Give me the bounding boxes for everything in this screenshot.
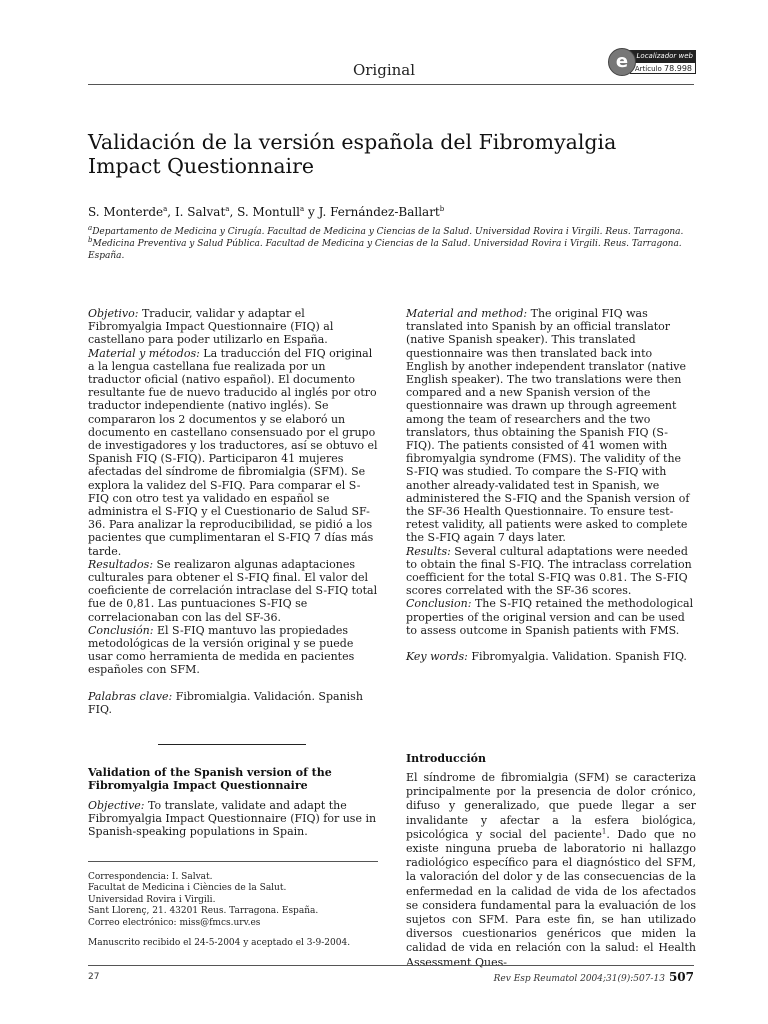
keywords-english: Key words: Fibromyalgia. Validation. Spanish FIQ. (406, 650, 687, 664)
english-objective: Objective: To translate, validate and adapt the Fibromyalgia Impact Questionnaire (FIQ) for use in Spanish-speaking populations in Spain. (88, 799, 377, 839)
author: I. Salvat$^a$, (174, 205, 238, 219)
abstract-paragraph: Results: Several cultural adaptations were needed to obtain the final S-FIQ. The intraclass correlation coefficient for the total S-FIQ was 0.81. The S-FIQ scores correlated with the SF-36 scores. (406, 544, 692, 598)
abstract-paragraph: Objetivo: Traducir, validar y adaptar el Fibromyalgia Impact Questionnaire (FIQ) al castellano para poder utilizarlo en España. (88, 307, 334, 347)
abstract-paragraph: Material y métodos: La traducción del FIQ original a la lengua castellana fue realizada por un traductor oficial (nativo español). El documento resultante fue de nuevo traducido al inglés por otro traductor independiente (nativo inglés). Se compararon los 2 documentos y se elaboró un documento en castellano consensuado por el grupo de investigadores y los traductores, así se obtuvo el Spanish FIQ (S-FIQ). Participaron 41 mujeres afectadas del síndrome de fibromialgia (SFM). Se explora la validez del S-FIQ. Para comparar el S-FIQ con otro test ya validado en español se administra el S-FIQ y el Cuestionario de Salud SF-36. Para analizar la reproducibilidad, se pidió a los pacientes que cumplimentaran el S-FIQ 7 días más tarde. (88, 346, 378, 558)
introduction-text: El síndrome de fibromialgia (SFM) se caracteriza principalmente por la presencia de dolor crónico, difuso y generalizado, que puede llegar a ser invalidante y afectar a la esfera biológica, psicológica y social del paciente$^1$. Dado que no existe ninguna prueba de laboratorio ni hallazgo radiológico específico para el diagnóstico del SFM, la valoración del dolor y de las consecuencias de la enfermedad en la calidad de vida de los afectados se considera fundamental para la evaluación de los sujetos con SFM. Para este fin, se han utilizado diversos cuestionarios genéricos que miden la calidad de vida en relación con la salud: el Health Assessment Ques- (406, 771, 696, 969)
journal-citation: Rev Esp Reumatol 2004;31(9):507-13 507 (493, 970, 694, 984)
badge-article-label: Artículo 78.998 (630, 62, 696, 74)
page-number-left: 27 (88, 972, 100, 982)
abstract-english (406, 307, 696, 663)
header-rule (88, 84, 694, 85)
divider (88, 861, 378, 862)
badge-top-label: Localizador web (626, 50, 696, 62)
abstract-spanish (88, 307, 378, 716)
section-heading: Introducción (406, 752, 486, 765)
abstract-paragraph: Resultados: Se realizaron algunas adaptaciones culturales para obtener el S-FIQ final. El valor del coeficiente de correlación intraclase del S-FIQ total fue de 0,81. Las puntuaciones S-FIQ se correlacionaban con las del SF-36. (88, 557, 378, 624)
author: S. Montull$^a$ y (237, 205, 319, 219)
keywords-spanish: Palabras clave: Fibromialgia. Validación. Spanish FIQ. (88, 689, 363, 716)
section-label: Original (352, 61, 416, 79)
page-number-right: 507 (668, 970, 694, 984)
reference-link[interactable]: 1 (601, 827, 607, 836)
article-title: Validación de la versión española del Fibromyalgia Impact Questionnaire (88, 130, 617, 178)
author: S. Monterde$^a$, (88, 205, 175, 219)
divider (158, 744, 306, 745)
author: J. Fernández-Ballart$^b$ (318, 205, 445, 219)
e-logo-icon: e (608, 48, 636, 76)
abstract-paragraph: Conclusion: The S-FIQ retained the methodological properties of the original version and can be used to assess outcome in Spanish patients with FMS. (406, 597, 694, 637)
manuscript-dates: Manuscrito recibido el 24-5-2004 y aceptado el 3-9-2004. (88, 938, 351, 948)
abstract-paragraph: Material and method: The original FIQ was translated into Spanish by an official translator (native Spanish speaker). This translated questionnaire was then translated back into English by another independent translator (native English speaker). The two translations were then compared and a new Spanish version of the questionnaire was drawn up through agreement among the team of researchers and the two translators, thus obtaining the Spanish FIQ (S-FIQ). The patients consisted of 41 women with fibromyalgia syndrome (FMS). The validity of the S-FIQ was studied. To compare the S-FIQ with another already-validated test in Spanish, we administered the S-FIQ and the Spanish version of the SF-36 Health Questionnaire. To ensure test-retest validity, all patients were asked to complete the S-FIQ again 7 days later. (406, 307, 690, 545)
web-locator-badge[interactable] (608, 48, 696, 76)
abstract-paragraph: Conclusión: El S-FIQ mantuvo las propiedades metodológicas de la versión original y se puede usar como herramienta de medida en pacientes españoles con SFM. (88, 623, 355, 677)
english-title: Validation of the Spanish version of the Fibromyalgia Impact Questionnaire (88, 766, 332, 792)
footer-rule (88, 965, 694, 966)
author-list (88, 205, 688, 219)
correspondence: Correspondencia: I. Salvat. Facultat de Medicina i Ciències de la Salut. Universidad Rovira i Virgili. Sant Llorenç, 21. 43201 Reus. Tarragona. España. Correo electrónico: miss@fmcs.urv.es (88, 872, 319, 928)
affiliations: $^a$Departamento de Medicina y Cirugía. Facultad de Medicina y Ciencias de la Salud. Universidad Rovira i Virgili. Reus. Tarragona. $^b$Medicina Preventiva y Salud Pública. Facultad de Medicina y Ciencias de la Salud. Universidad Rovira i Virgili. Reus. Tarragona. España. (88, 224, 684, 261)
